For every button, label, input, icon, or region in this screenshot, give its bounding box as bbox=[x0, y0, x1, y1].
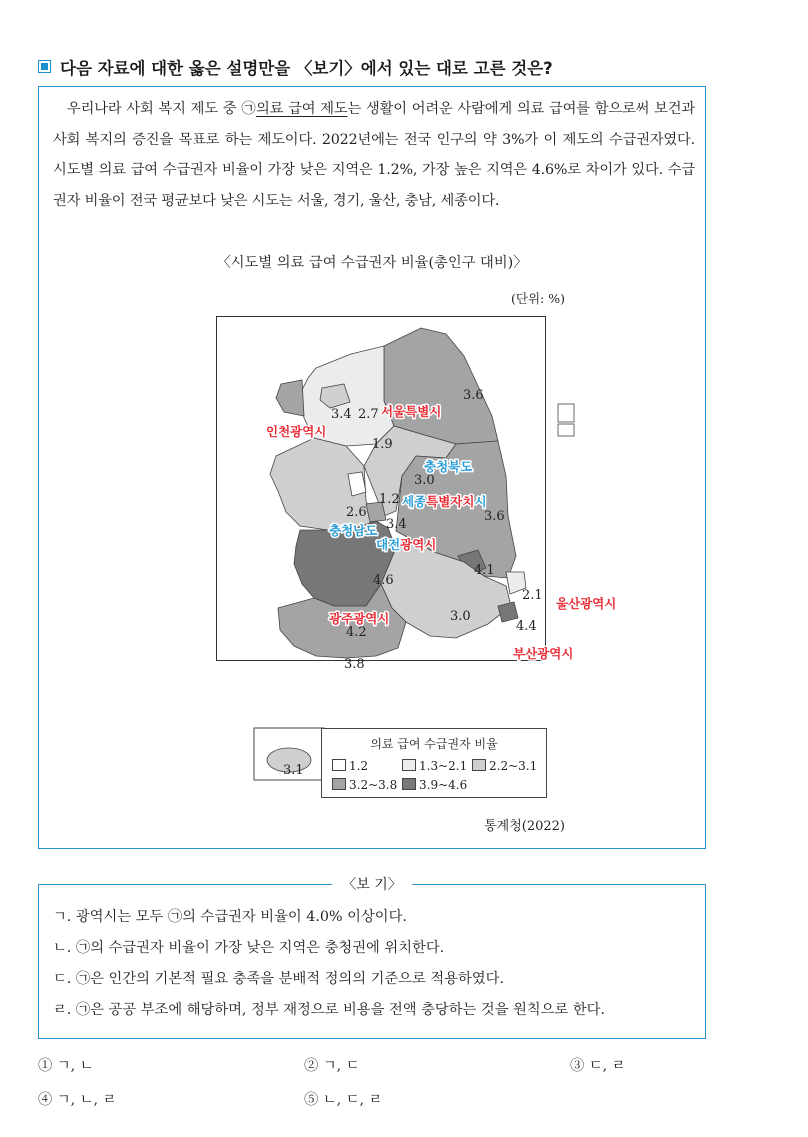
callout-sejong-part2: 특별자치 bbox=[426, 494, 475, 509]
passage-underlined-term: 의료 급여 제도 bbox=[256, 101, 348, 117]
legend-title: 의료 급여 수급권자 비율 bbox=[370, 737, 498, 751]
dokdo-inset bbox=[558, 424, 574, 436]
value-gangwon: 3.6 bbox=[463, 388, 484, 403]
bogi-list bbox=[53, 902, 693, 1026]
passage-box bbox=[38, 86, 706, 849]
callout-chungnam: 충청남도 bbox=[329, 523, 378, 538]
value-gyeongbuk: 3.6 bbox=[484, 509, 505, 524]
value-gyeongnam: 3.0 bbox=[450, 609, 471, 624]
legend-label: 1.2 bbox=[349, 759, 369, 773]
square-bullet-icon bbox=[38, 60, 51, 73]
legend-swatch bbox=[472, 759, 486, 771]
value-sejong: 1.2 bbox=[379, 492, 400, 507]
callout-sejong-part1: 세종 bbox=[402, 494, 427, 509]
map-legend bbox=[321, 728, 547, 798]
map-title: 〈시도별 의료 급여 수급권자 비율(총인구 대비)〉 bbox=[216, 255, 528, 271]
bogi-box bbox=[38, 877, 706, 1039]
callout-daejeon bbox=[376, 537, 436, 552]
question-title bbox=[38, 55, 778, 81]
legend-label: 3.2~3.8 bbox=[349, 778, 398, 792]
callout-daejeon-part1: 대전 bbox=[376, 537, 401, 552]
legend-item bbox=[332, 778, 397, 792]
value-jeonbuk: 4.6 bbox=[373, 573, 394, 588]
legend-label: 1.3~2.1 bbox=[419, 759, 468, 773]
map-unit: (단위: %) bbox=[511, 291, 565, 306]
legend-item bbox=[332, 759, 368, 773]
value-daejeon: 3.4 bbox=[386, 517, 407, 532]
legend-swatch bbox=[332, 759, 346, 771]
legend-label: 3.9~4.6 bbox=[419, 778, 468, 792]
ulleungdo-inset bbox=[558, 404, 574, 422]
bogi-label: 〈보 기〉 bbox=[332, 874, 412, 894]
passage-text-before: 우리나라 사회 복지 제도 중 ㉠ bbox=[67, 101, 256, 117]
bogi-item: ㄱ. 광역시는 모두 ㉠의 수급권자 비율이 4.0% 이상이다. bbox=[53, 909, 407, 925]
value-gwangju: 4.2 bbox=[346, 625, 367, 640]
legend-item bbox=[402, 778, 467, 792]
legend-swatch bbox=[332, 778, 346, 790]
bogi-item: ㄴ. ㉠의 수급권자 비율이 가장 낮은 지역은 충청권에 위치한다. bbox=[53, 940, 445, 956]
legend-swatch bbox=[402, 778, 416, 790]
callout-gwangju: 광주광역시 bbox=[329, 611, 390, 626]
callout-seoul: 서울특별시 bbox=[381, 404, 442, 419]
choice-3[interactable]: ③ ㄷ, ㄹ bbox=[570, 1058, 626, 1074]
source-note: 통계청(2022) bbox=[484, 819, 565, 834]
passage-text bbox=[53, 94, 695, 216]
value-jeju: 3.1 bbox=[283, 763, 304, 778]
callout-busan: 부산광역시 bbox=[513, 646, 574, 661]
choice-5[interactable]: ⑤ ㄴ, ㄷ, ㄹ bbox=[304, 1092, 383, 1108]
callout-sejong bbox=[402, 494, 487, 509]
question-text: 다음 자료에 대한 옳은 설명만을 〈보기〉에서 있는 대로 고른 것은? bbox=[60, 59, 553, 78]
value-chungbuk: 3.0 bbox=[414, 473, 435, 488]
passage-text-after: 는 생활이 어려운 사람에게 의료 급여를 함으로써 보건과 사회 복지의 증진을 목표로 하는 제도이다. 2022년에는 전국 인구의 약 3%가 이 제도의 수급권자였다. 시도별 의료 급여 수급권자 비율이 가장 낮은 지역은 1.2%, 가장 높은 지역은 4.6%로 차이가 있다. 수급권자 비율이 전국 평균보다 낮은 시도는 서울, 경기, 울산, 충남, 세종이다. bbox=[53, 101, 695, 209]
callout-incheon: 인천광역시 bbox=[266, 424, 327, 439]
callout-daejeon-part2: 광역시 bbox=[400, 537, 437, 552]
bogi-item: ㄹ. ㉠은 공공 부조에 해당하며, 정부 재정으로 비용을 전액 충당하는 것을 원칙으로 한다. bbox=[53, 1002, 606, 1018]
callout-chungbuk: 충청북도 bbox=[424, 459, 473, 474]
choice-4[interactable]: ④ ㄱ, ㄴ, ㄹ bbox=[38, 1092, 117, 1108]
value-chungnam: 2.6 bbox=[346, 505, 367, 520]
value-jeonnam: 3.8 bbox=[344, 657, 365, 672]
value-daegu: 4.1 bbox=[474, 563, 495, 578]
choice-1[interactable]: ① ㄱ, ㄴ bbox=[38, 1058, 94, 1074]
callout-sejong-part3: 시 bbox=[474, 494, 487, 509]
value-ulsan: 2.1 bbox=[522, 588, 543, 603]
choice-2[interactable]: ② ㄱ, ㄷ bbox=[304, 1058, 360, 1074]
value-busan: 4.4 bbox=[516, 619, 537, 634]
callout-ulsan: 울산광역시 bbox=[556, 596, 617, 611]
legend-label: 2.2~3.1 bbox=[489, 759, 538, 773]
legend-item bbox=[472, 759, 537, 773]
bogi-item: ㄷ. ㉠은 인간의 기본적 필요 충족을 분배적 정의의 기준으로 적용하였다. bbox=[53, 971, 504, 987]
legend-item bbox=[402, 759, 467, 773]
value-gyeonggi: 1.9 bbox=[372, 437, 393, 452]
value-seoul: 2.7 bbox=[358, 407, 379, 422]
value-incheon: 3.4 bbox=[331, 407, 352, 422]
region-busan bbox=[498, 602, 518, 622]
legend-swatch bbox=[402, 759, 416, 771]
